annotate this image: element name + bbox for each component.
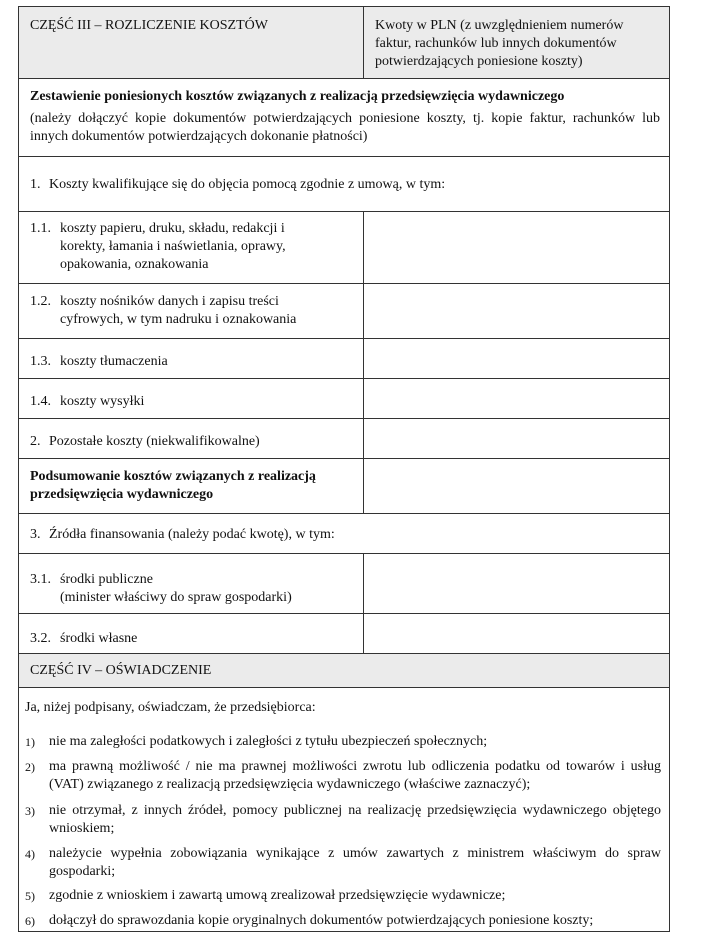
qualified-costs-label: 1. Koszty kwalifikujące się do objęcia pomocą zgodnie z umową, w tym: bbox=[30, 177, 446, 192]
amount-field[interactable] bbox=[364, 379, 669, 418]
cost-total-label: Podsumowanie kosztów związanych z realizacją przedsięwzięcia wydawniczego bbox=[30, 469, 316, 502]
table-row bbox=[19, 419, 669, 459]
amount-field[interactable] bbox=[364, 284, 669, 338]
table-row bbox=[19, 554, 669, 614]
item-label: 1.3. koszty tłumaczenia bbox=[30, 354, 168, 369]
item-label: 3.2. środki własne bbox=[30, 631, 138, 646]
qualified-costs-row bbox=[19, 157, 669, 212]
declaration-section: Ja, niżej podpisany, oświadczam, że przedsiębiorca: 1) nie ma zaległości podatkowych i zaległości z tytułu ubezpieczeń społecznych; 2) ma prawną możliwość / nie ma prawnej możliwości zwrotu lub odliczenia podatku od towarów i usług (VAT) związanego z realizacją przedsięwzięcia wydawniczego (właściwe zaznaczyć); 3) nie otrzymał, z innych źródeł, pomocy publicznej na realizację przedsięwzięcia wydawniczego objętego wnioskiem; 4) należycie wypełnia zobowiązania wynikające z umów zawartych z ministrem właściwym do spraw gospodarki; 5) zgodnie z wnioskiem i zawartą umową zrealizował przedsięwzięcie wydawnicze; 6) dołączył do sprawozdania kopie oryginalnych dokumentów potwierdzających poniesione koszty; bbox=[25, 700, 661, 928]
item-label: 3.1. środki publiczne (minister właściwy do spraw gospodarki) bbox=[30, 572, 292, 605]
amount-field[interactable] bbox=[364, 459, 669, 513]
cost-summary-heading-row bbox=[19, 79, 669, 157]
item-label: 1.1. koszty papieru, druku, składu, redakcji i korekty, łamania i naświetlania, oprawy, opakowania, oznakowania bbox=[30, 221, 286, 272]
item-label: 1.2. koszty nośników danych i zapisu treści cyfrowych, w tym nadruku i oznakowania bbox=[30, 294, 297, 327]
part3-header-row bbox=[19, 7, 669, 79]
amounts-header-cell bbox=[364, 7, 669, 78]
table-row bbox=[19, 379, 669, 419]
amount-field[interactable] bbox=[364, 554, 669, 613]
amount-field[interactable] bbox=[364, 212, 669, 283]
amount-field[interactable] bbox=[364, 614, 669, 653]
table-row bbox=[19, 212, 669, 284]
amounts-header: Kwoty w PLN (z uwzględnieniem numerów faktur, rachunków lub innych dokumentów potwierdzających poniesione koszty) bbox=[375, 18, 624, 69]
part4-title: CZĘŚĆ IV – OŚWIADCZENIE bbox=[30, 663, 212, 678]
part3-title: CZĘŚĆ III – ROZLICZENIE KOSZTÓW bbox=[30, 18, 268, 33]
funding-sources-label: 3. Źródła finansowania (należy podać kwotę), w tym: bbox=[30, 527, 335, 542]
part3-title-cell bbox=[19, 7, 364, 78]
cost-summary-heading: Zestawienie poniesionych kosztów związanych z realizacją przedsięwzięcia wydawniczego bbox=[30, 89, 565, 104]
cost-summary-note: (należy dołączyć kopie dokumentów potwierdzających poniesione koszty, tj. kopie faktur, rachunków lub innych dokumentów potwierdzających dokonanie płatności) bbox=[30, 111, 660, 144]
amount-field[interactable] bbox=[364, 339, 669, 378]
funding-sources-row bbox=[19, 514, 669, 554]
table-row bbox=[19, 284, 669, 339]
cost-total-row bbox=[19, 459, 669, 514]
declaration-intro: Ja, niżej podpisany, oświadczam, że przedsiębiorca: bbox=[25, 700, 316, 715]
amount-field[interactable] bbox=[364, 419, 669, 458]
part4-header-row bbox=[19, 654, 669, 688]
report-form bbox=[18, 6, 670, 932]
item-label: 2. Pozostałe koszty (niekwalifikowalne) bbox=[30, 434, 260, 449]
item-label: 1.4. koszty wysyłki bbox=[30, 394, 145, 409]
table-row bbox=[19, 339, 669, 379]
table-row bbox=[19, 614, 669, 654]
